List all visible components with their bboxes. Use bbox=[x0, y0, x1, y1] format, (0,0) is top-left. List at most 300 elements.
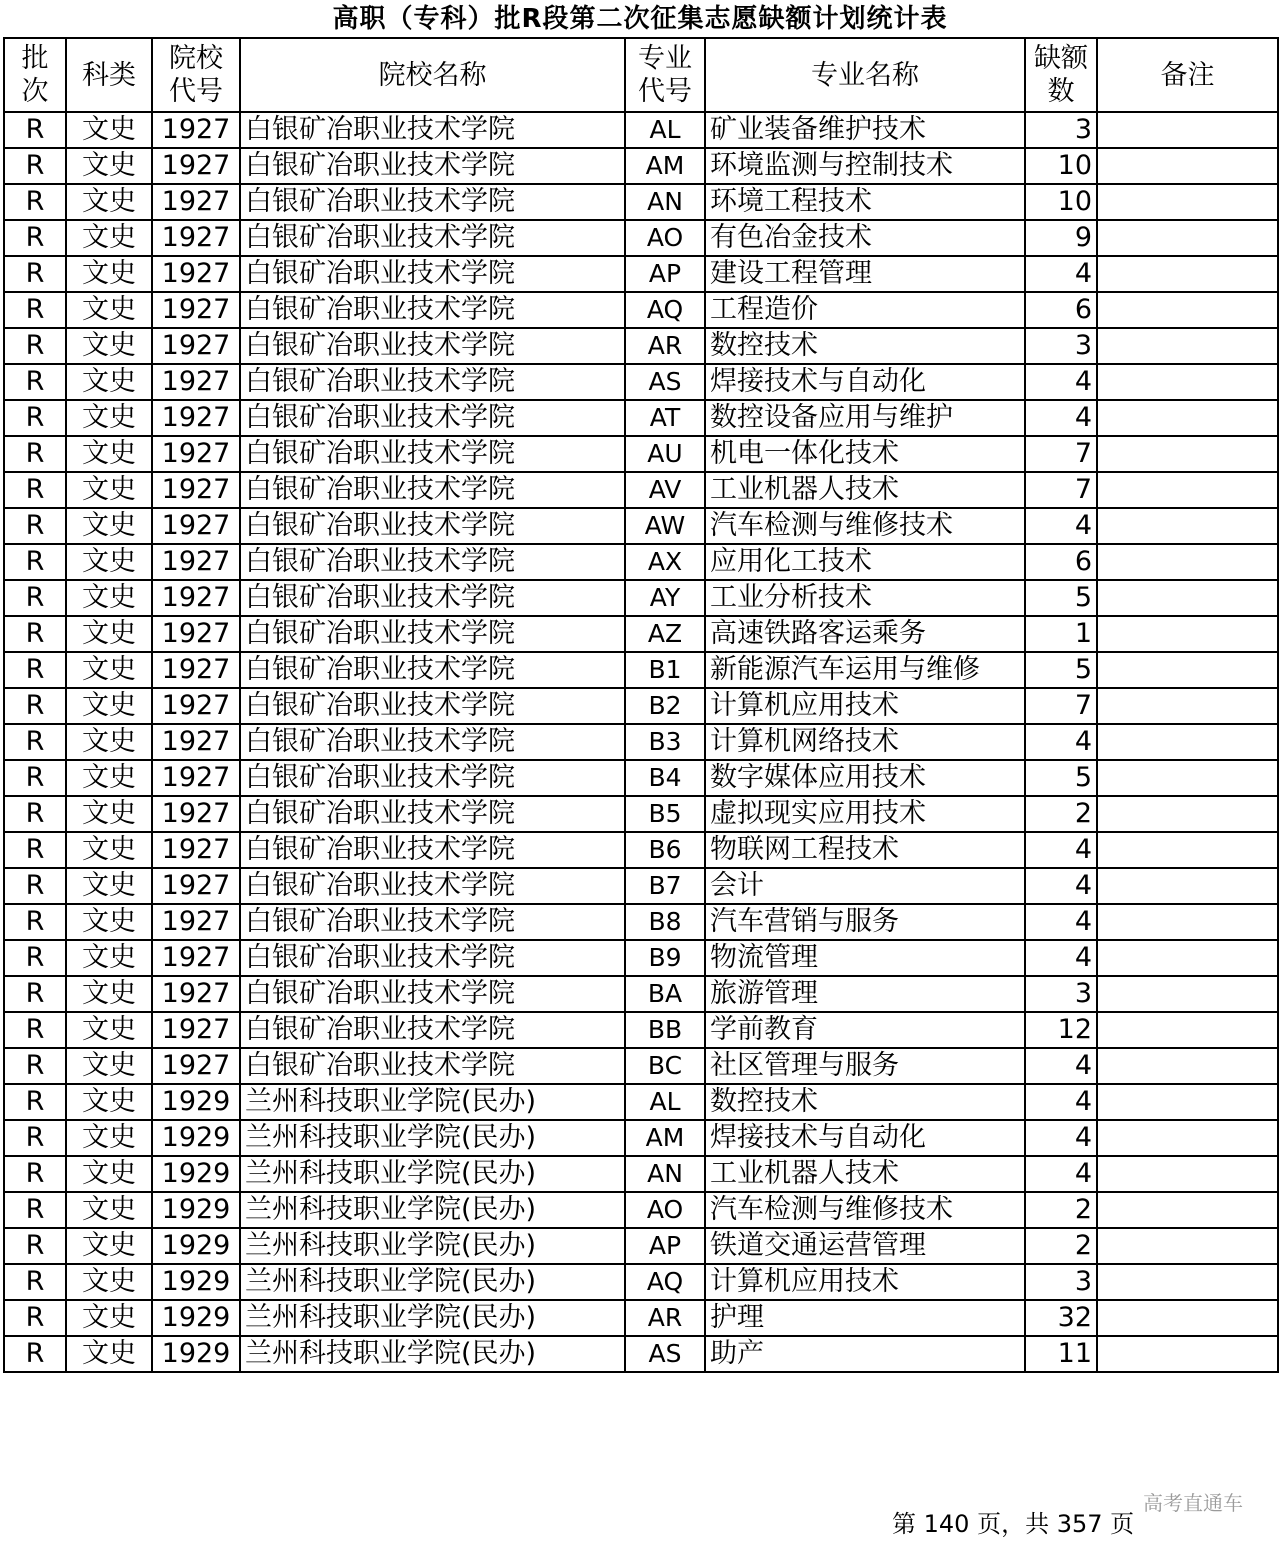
cell-major-name: 工程造价 bbox=[705, 292, 1025, 328]
cell-category: 文史 bbox=[66, 292, 152, 328]
cell-school-code: 1927 bbox=[152, 112, 240, 148]
cell-major-name: 环境工程技术 bbox=[705, 184, 1025, 220]
cell-major-name: 虚拟现实应用技术 bbox=[705, 796, 1025, 832]
cell-category: 文史 bbox=[66, 580, 152, 616]
cell-vacancies: 4 bbox=[1025, 724, 1097, 760]
cell-batch: R bbox=[4, 328, 66, 364]
cell-batch: R bbox=[4, 1336, 66, 1372]
cell-batch: R bbox=[4, 292, 66, 328]
cell-vacancies: 5 bbox=[1025, 580, 1097, 616]
cell-major-name: 有色冶金技术 bbox=[705, 220, 1025, 256]
cell-category: 文史 bbox=[66, 184, 152, 220]
cell-major-code: B1 bbox=[625, 652, 705, 688]
table-row bbox=[4, 436, 1278, 472]
cell-major-code: AS bbox=[625, 1336, 705, 1372]
cell-school-name: 白银矿冶职业技术学院 bbox=[240, 940, 625, 976]
table-row bbox=[4, 148, 1278, 184]
cell-major-name: 新能源汽车运用与维修 bbox=[705, 652, 1025, 688]
cell-school-code: 1927 bbox=[152, 976, 240, 1012]
cell-major-code: AP bbox=[625, 1228, 705, 1264]
cell-school-name: 白银矿冶职业技术学院 bbox=[240, 832, 625, 868]
header-major-code: 专业代号 bbox=[625, 38, 705, 112]
cell-vacancies: 4 bbox=[1025, 364, 1097, 400]
table-row bbox=[4, 1156, 1278, 1192]
cell-category: 文史 bbox=[66, 904, 152, 940]
cell-vacancies: 10 bbox=[1025, 184, 1097, 220]
cell-note bbox=[1097, 292, 1278, 328]
cell-school-code: 1927 bbox=[152, 508, 240, 544]
cell-school-name: 白银矿冶职业技术学院 bbox=[240, 976, 625, 1012]
table-row bbox=[4, 328, 1278, 364]
cell-category: 文史 bbox=[66, 544, 152, 580]
cell-vacancies: 5 bbox=[1025, 652, 1097, 688]
header-vacancies: 缺额数 bbox=[1025, 38, 1097, 112]
cell-school-name: 白银矿冶职业技术学院 bbox=[240, 364, 625, 400]
table-row bbox=[4, 940, 1278, 976]
cell-major-name: 会计 bbox=[705, 868, 1025, 904]
cell-school-code: 1927 bbox=[152, 292, 240, 328]
cell-major-code: AL bbox=[625, 112, 705, 148]
cell-vacancies: 3 bbox=[1025, 1264, 1097, 1300]
cell-major-code: AM bbox=[625, 148, 705, 184]
cell-category: 文史 bbox=[66, 1048, 152, 1084]
cell-batch: R bbox=[4, 1084, 66, 1120]
cell-major-code: AV bbox=[625, 472, 705, 508]
cell-major-code: AQ bbox=[625, 292, 705, 328]
cell-major-code: B3 bbox=[625, 724, 705, 760]
cell-vacancies: 4 bbox=[1025, 904, 1097, 940]
table-row bbox=[4, 1012, 1278, 1048]
cell-note bbox=[1097, 1120, 1278, 1156]
cell-major-name: 学前教育 bbox=[705, 1012, 1025, 1048]
cell-vacancies: 3 bbox=[1025, 976, 1097, 1012]
cell-school-name: 白银矿冶职业技术学院 bbox=[240, 400, 625, 436]
cell-major-code: B5 bbox=[625, 796, 705, 832]
cell-category: 文史 bbox=[66, 1300, 152, 1336]
cell-category: 文史 bbox=[66, 400, 152, 436]
table-row bbox=[4, 508, 1278, 544]
cell-note bbox=[1097, 940, 1278, 976]
cell-school-code: 1927 bbox=[152, 652, 240, 688]
table-row bbox=[4, 904, 1278, 940]
cell-major-name: 计算机网络技术 bbox=[705, 724, 1025, 760]
table-header-row bbox=[4, 38, 1278, 112]
cell-school-name: 白银矿冶职业技术学院 bbox=[240, 292, 625, 328]
cell-batch: R bbox=[4, 904, 66, 940]
cell-category: 文史 bbox=[66, 688, 152, 724]
cell-school-code: 1927 bbox=[152, 544, 240, 580]
table-row bbox=[4, 1228, 1278, 1264]
cell-note bbox=[1097, 364, 1278, 400]
cell-category: 文史 bbox=[66, 760, 152, 796]
cell-batch: R bbox=[4, 400, 66, 436]
page-number: 第 140 页，共 357 页 bbox=[892, 1510, 1135, 1538]
cell-category: 文史 bbox=[66, 832, 152, 868]
cell-note bbox=[1097, 976, 1278, 1012]
cell-major-name: 旅游管理 bbox=[705, 976, 1025, 1012]
cell-note bbox=[1097, 904, 1278, 940]
cell-category: 文史 bbox=[66, 1156, 152, 1192]
cell-batch: R bbox=[4, 760, 66, 796]
cell-category: 文史 bbox=[66, 508, 152, 544]
cell-major-code: AX bbox=[625, 544, 705, 580]
cell-major-code: AY bbox=[625, 580, 705, 616]
cell-note bbox=[1097, 436, 1278, 472]
cell-category: 文史 bbox=[66, 112, 152, 148]
cell-school-name: 白银矿冶职业技术学院 bbox=[240, 112, 625, 148]
cell-category: 文史 bbox=[66, 1012, 152, 1048]
cell-major-code: BC bbox=[625, 1048, 705, 1084]
cell-major-name: 环境监测与控制技术 bbox=[705, 148, 1025, 184]
table-row bbox=[4, 1264, 1278, 1300]
cell-note bbox=[1097, 112, 1278, 148]
header-major-name: 专业名称 bbox=[705, 38, 1025, 112]
cell-note bbox=[1097, 1192, 1278, 1228]
table-row bbox=[4, 400, 1278, 436]
cell-major-code: AM bbox=[625, 1120, 705, 1156]
cell-batch: R bbox=[4, 724, 66, 760]
cell-batch: R bbox=[4, 148, 66, 184]
table-row bbox=[4, 1336, 1278, 1372]
cell-school-code: 1927 bbox=[152, 220, 240, 256]
cell-school-name: 白银矿冶职业技术学院 bbox=[240, 148, 625, 184]
cell-major-code: B8 bbox=[625, 904, 705, 940]
cell-major-name: 物联网工程技术 bbox=[705, 832, 1025, 868]
cell-batch: R bbox=[4, 1228, 66, 1264]
cell-school-name: 白银矿冶职业技术学院 bbox=[240, 436, 625, 472]
cell-school-name: 白银矿冶职业技术学院 bbox=[240, 1012, 625, 1048]
cell-batch: R bbox=[4, 616, 66, 652]
table-row bbox=[4, 760, 1278, 796]
cell-batch: R bbox=[4, 1264, 66, 1300]
cell-category: 文史 bbox=[66, 940, 152, 976]
cell-school-code: 1929 bbox=[152, 1300, 240, 1336]
cell-note bbox=[1097, 760, 1278, 796]
cell-major-code: AO bbox=[625, 220, 705, 256]
cell-school-name: 白银矿冶职业技术学院 bbox=[240, 724, 625, 760]
cell-batch: R bbox=[4, 1156, 66, 1192]
cell-school-name: 白银矿冶职业技术学院 bbox=[240, 328, 625, 364]
cell-category: 文史 bbox=[66, 1264, 152, 1300]
cell-major-code: AQ bbox=[625, 1264, 705, 1300]
table-row bbox=[4, 688, 1278, 724]
cell-major-name: 工业机器人技术 bbox=[705, 472, 1025, 508]
cell-vacancies: 4 bbox=[1025, 1156, 1097, 1192]
vacancy-table bbox=[3, 37, 1279, 1373]
table-row bbox=[4, 220, 1278, 256]
cell-school-code: 1927 bbox=[152, 796, 240, 832]
cell-batch: R bbox=[4, 796, 66, 832]
cell-school-name: 白银矿冶职业技术学院 bbox=[240, 796, 625, 832]
cell-category: 文史 bbox=[66, 1192, 152, 1228]
cell-note bbox=[1097, 1228, 1278, 1264]
cell-school-code: 1929 bbox=[152, 1156, 240, 1192]
page-title: 高职（专科）批R段第二次征集志愿缺额计划统计表 bbox=[332, 4, 948, 34]
cell-school-code: 1927 bbox=[152, 472, 240, 508]
cell-vacancies: 5 bbox=[1025, 760, 1097, 796]
cell-school-code: 1927 bbox=[152, 580, 240, 616]
cell-school-code: 1927 bbox=[152, 1048, 240, 1084]
cell-batch: R bbox=[4, 1300, 66, 1336]
cell-school-name: 白银矿冶职业技术学院 bbox=[240, 1048, 625, 1084]
cell-school-name: 兰州科技职业学院(民办) bbox=[240, 1228, 625, 1264]
cell-batch: R bbox=[4, 940, 66, 976]
cell-note bbox=[1097, 1300, 1278, 1336]
cell-vacancies: 7 bbox=[1025, 472, 1097, 508]
table-row bbox=[4, 112, 1278, 148]
cell-category: 文史 bbox=[66, 1336, 152, 1372]
cell-vacancies: 4 bbox=[1025, 1048, 1097, 1084]
cell-note bbox=[1097, 724, 1278, 760]
cell-note bbox=[1097, 328, 1278, 364]
cell-batch: R bbox=[4, 652, 66, 688]
cell-major-code: AU bbox=[625, 436, 705, 472]
cell-category: 文史 bbox=[66, 256, 152, 292]
table-row bbox=[4, 796, 1278, 832]
cell-category: 文史 bbox=[66, 616, 152, 652]
cell-school-code: 1927 bbox=[152, 184, 240, 220]
cell-note bbox=[1097, 400, 1278, 436]
cell-vacancies: 2 bbox=[1025, 1192, 1097, 1228]
table-row bbox=[4, 976, 1278, 1012]
cell-school-code: 1929 bbox=[152, 1264, 240, 1300]
cell-vacancies: 6 bbox=[1025, 292, 1097, 328]
header-school-code: 院校代号 bbox=[152, 38, 240, 112]
cell-major-name: 物流管理 bbox=[705, 940, 1025, 976]
cell-major-code: B6 bbox=[625, 832, 705, 868]
cell-note bbox=[1097, 1012, 1278, 1048]
cell-batch: R bbox=[4, 544, 66, 580]
table-row bbox=[4, 616, 1278, 652]
cell-major-name: 机电一体化技术 bbox=[705, 436, 1025, 472]
cell-vacancies: 12 bbox=[1025, 1012, 1097, 1048]
header-category: 科类 bbox=[66, 38, 152, 112]
cell-school-name: 兰州科技职业学院(民办) bbox=[240, 1336, 625, 1372]
cell-school-name: 白银矿冶职业技术学院 bbox=[240, 544, 625, 580]
cell-school-code: 1929 bbox=[152, 1120, 240, 1156]
cell-school-name: 白银矿冶职业技术学院 bbox=[240, 616, 625, 652]
cell-note bbox=[1097, 796, 1278, 832]
cell-note bbox=[1097, 1336, 1278, 1372]
cell-major-code: AZ bbox=[625, 616, 705, 652]
cell-vacancies: 6 bbox=[1025, 544, 1097, 580]
table-row bbox=[4, 1300, 1278, 1336]
cell-school-name: 兰州科技职业学院(民办) bbox=[240, 1300, 625, 1336]
cell-category: 文史 bbox=[66, 724, 152, 760]
table-row bbox=[4, 184, 1278, 220]
cell-major-name: 矿业装备维护技术 bbox=[705, 112, 1025, 148]
cell-vacancies: 7 bbox=[1025, 436, 1097, 472]
cell-vacancies: 10 bbox=[1025, 148, 1097, 184]
cell-school-name: 白银矿冶职业技术学院 bbox=[240, 868, 625, 904]
cell-school-code: 1927 bbox=[152, 904, 240, 940]
cell-note bbox=[1097, 688, 1278, 724]
cell-major-name: 数字媒体应用技术 bbox=[705, 760, 1025, 796]
header-batch: 批次 bbox=[4, 38, 66, 112]
cell-note bbox=[1097, 832, 1278, 868]
cell-school-code: 1929 bbox=[152, 1084, 240, 1120]
cell-note bbox=[1097, 652, 1278, 688]
cell-category: 文史 bbox=[66, 652, 152, 688]
cell-school-code: 1929 bbox=[152, 1228, 240, 1264]
cell-category: 文史 bbox=[66, 436, 152, 472]
table-row bbox=[4, 1084, 1278, 1120]
cell-note bbox=[1097, 868, 1278, 904]
cell-school-code: 1927 bbox=[152, 364, 240, 400]
cell-batch: R bbox=[4, 1120, 66, 1156]
cell-batch: R bbox=[4, 1192, 66, 1228]
cell-major-code: AL bbox=[625, 1084, 705, 1120]
cell-note bbox=[1097, 220, 1278, 256]
cell-batch: R bbox=[4, 472, 66, 508]
cell-school-code: 1927 bbox=[152, 436, 240, 472]
cell-batch: R bbox=[4, 436, 66, 472]
cell-major-code: B4 bbox=[625, 760, 705, 796]
cell-school-name: 白银矿冶职业技术学院 bbox=[240, 256, 625, 292]
cell-category: 文史 bbox=[66, 796, 152, 832]
cell-school-code: 1929 bbox=[152, 1336, 240, 1372]
cell-category: 文史 bbox=[66, 1120, 152, 1156]
cell-school-name: 白银矿冶职业技术学院 bbox=[240, 472, 625, 508]
cell-major-name: 计算机应用技术 bbox=[705, 1264, 1025, 1300]
cell-school-code: 1927 bbox=[152, 688, 240, 724]
cell-batch: R bbox=[4, 364, 66, 400]
cell-note bbox=[1097, 1264, 1278, 1300]
cell-school-code: 1927 bbox=[152, 868, 240, 904]
cell-vacancies: 4 bbox=[1025, 400, 1097, 436]
table-row bbox=[4, 1048, 1278, 1084]
cell-vacancies: 1 bbox=[1025, 616, 1097, 652]
table-row bbox=[4, 472, 1278, 508]
cell-school-name: 白银矿冶职业技术学院 bbox=[240, 580, 625, 616]
cell-vacancies: 3 bbox=[1025, 328, 1097, 364]
cell-major-name: 工业机器人技术 bbox=[705, 1156, 1025, 1192]
table-row bbox=[4, 580, 1278, 616]
cell-school-name: 兰州科技职业学院(民办) bbox=[240, 1192, 625, 1228]
cell-major-code: AR bbox=[625, 1300, 705, 1336]
table-row bbox=[4, 652, 1278, 688]
cell-vacancies: 4 bbox=[1025, 1084, 1097, 1120]
cell-vacancies: 9 bbox=[1025, 220, 1097, 256]
cell-major-name: 应用化工技术 bbox=[705, 544, 1025, 580]
cell-note bbox=[1097, 580, 1278, 616]
cell-batch: R bbox=[4, 256, 66, 292]
cell-batch: R bbox=[4, 112, 66, 148]
cell-school-code: 1929 bbox=[152, 1192, 240, 1228]
table-row bbox=[4, 364, 1278, 400]
cell-major-name: 焊接技术与自动化 bbox=[705, 364, 1025, 400]
cell-batch: R bbox=[4, 220, 66, 256]
cell-major-code: AN bbox=[625, 1156, 705, 1192]
cell-batch: R bbox=[4, 1048, 66, 1084]
cell-vacancies: 32 bbox=[1025, 1300, 1097, 1336]
cell-major-code: AN bbox=[625, 184, 705, 220]
cell-major-name: 社区管理与服务 bbox=[705, 1048, 1025, 1084]
cell-school-code: 1927 bbox=[152, 760, 240, 796]
header-school-name: 院校名称 bbox=[240, 38, 625, 112]
cell-major-code: AR bbox=[625, 328, 705, 364]
cell-batch: R bbox=[4, 868, 66, 904]
cell-category: 文史 bbox=[66, 1084, 152, 1120]
cell-vacancies: 4 bbox=[1025, 868, 1097, 904]
table-row bbox=[4, 1120, 1278, 1156]
cell-batch: R bbox=[4, 184, 66, 220]
cell-category: 文史 bbox=[66, 364, 152, 400]
cell-vacancies: 7 bbox=[1025, 688, 1097, 724]
cell-school-name: 兰州科技职业学院(民办) bbox=[240, 1120, 625, 1156]
cell-note bbox=[1097, 544, 1278, 580]
cell-major-name: 数控技术 bbox=[705, 328, 1025, 364]
table-row bbox=[4, 1192, 1278, 1228]
cell-vacancies: 4 bbox=[1025, 940, 1097, 976]
table-row bbox=[4, 868, 1278, 904]
cell-major-code: BB bbox=[625, 1012, 705, 1048]
cell-major-code: BA bbox=[625, 976, 705, 1012]
cell-major-name: 汽车检测与维修技术 bbox=[705, 1192, 1025, 1228]
cell-school-name: 兰州科技职业学院(民办) bbox=[240, 1156, 625, 1192]
cell-vacancies: 2 bbox=[1025, 796, 1097, 832]
cell-school-code: 1927 bbox=[152, 328, 240, 364]
cell-school-code: 1927 bbox=[152, 724, 240, 760]
cell-major-code: B2 bbox=[625, 688, 705, 724]
watermark-text: 高考直通车 bbox=[1143, 1491, 1243, 1515]
cell-school-name: 白银矿冶职业技术学院 bbox=[240, 220, 625, 256]
cell-major-code: B9 bbox=[625, 940, 705, 976]
cell-note bbox=[1097, 472, 1278, 508]
cell-major-code: AW bbox=[625, 508, 705, 544]
cell-category: 文史 bbox=[66, 976, 152, 1012]
cell-major-name: 数控设备应用与维护 bbox=[705, 400, 1025, 436]
cell-vacancies: 3 bbox=[1025, 112, 1097, 148]
table-body bbox=[4, 112, 1278, 1372]
cell-major-name: 数控技术 bbox=[705, 1084, 1025, 1120]
cell-major-code: AS bbox=[625, 364, 705, 400]
cell-batch: R bbox=[4, 1012, 66, 1048]
cell-school-code: 1927 bbox=[152, 256, 240, 292]
cell-school-name: 白银矿冶职业技术学院 bbox=[240, 904, 625, 940]
cell-major-code: AO bbox=[625, 1192, 705, 1228]
cell-major-code: B7 bbox=[625, 868, 705, 904]
cell-note bbox=[1097, 148, 1278, 184]
cell-batch: R bbox=[4, 688, 66, 724]
cell-batch: R bbox=[4, 580, 66, 616]
cell-note bbox=[1097, 616, 1278, 652]
cell-major-name: 建设工程管理 bbox=[705, 256, 1025, 292]
cell-school-name: 白银矿冶职业技术学院 bbox=[240, 688, 625, 724]
table-row bbox=[4, 832, 1278, 868]
cell-major-name: 计算机应用技术 bbox=[705, 688, 1025, 724]
cell-note bbox=[1097, 1084, 1278, 1120]
cell-major-name: 汽车营销与服务 bbox=[705, 904, 1025, 940]
table-row bbox=[4, 292, 1278, 328]
cell-major-name: 助产 bbox=[705, 1336, 1025, 1372]
cell-category: 文史 bbox=[66, 868, 152, 904]
cell-category: 文史 bbox=[66, 148, 152, 184]
cell-category: 文史 bbox=[66, 472, 152, 508]
cell-vacancies: 4 bbox=[1025, 832, 1097, 868]
table-row bbox=[4, 256, 1278, 292]
header-note: 备注 bbox=[1097, 38, 1278, 112]
cell-vacancies: 4 bbox=[1025, 256, 1097, 292]
cell-school-code: 1927 bbox=[152, 940, 240, 976]
cell-vacancies: 2 bbox=[1025, 1228, 1097, 1264]
cell-major-code: AT bbox=[625, 400, 705, 436]
cell-vacancies: 4 bbox=[1025, 508, 1097, 544]
cell-school-code: 1927 bbox=[152, 832, 240, 868]
cell-major-name: 铁道交通运营管理 bbox=[705, 1228, 1025, 1264]
cell-major-name: 汽车检测与维修技术 bbox=[705, 508, 1025, 544]
cell-batch: R bbox=[4, 832, 66, 868]
